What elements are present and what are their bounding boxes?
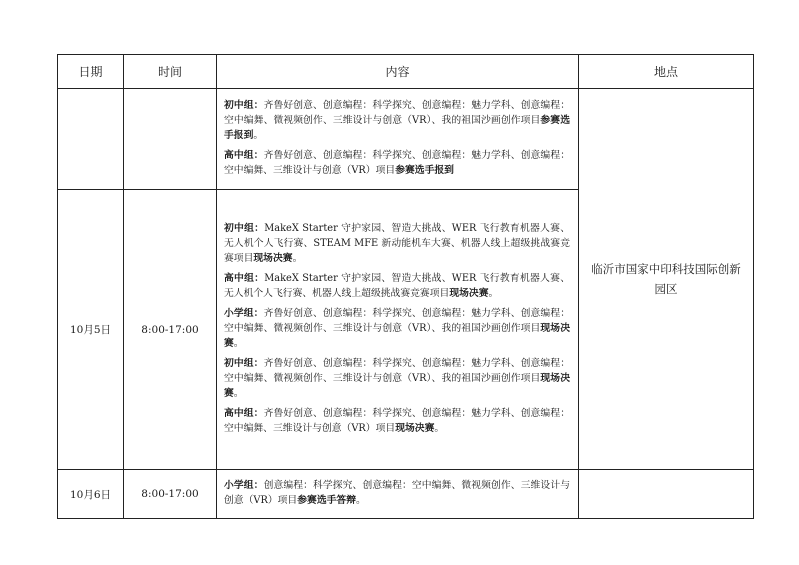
date-cell: 10月5日 [58, 190, 124, 470]
entry-text: 齐鲁好创意、创意编程：科学探究、创意编程：魅力学科、创意编程：空中编舞、微视频创作、三维设计与创意（VR）、我的祖国沙画创作项目 [224, 99, 571, 126]
entry-end: 。 [233, 387, 244, 399]
entry-end: 。 [253, 129, 264, 141]
entry-text: 齐鲁好创意、创意编程：科学探究、创意编程：魅力学科、创意编程：空中编舞、三维设计与创意（VR）项目 [224, 407, 571, 434]
entry-end: 。 [488, 287, 499, 299]
entry-status: 现场决赛 [224, 322, 570, 349]
entry-text: MakeX Starter 守护家园、智造大挑战、WER 飞行教育机器人赛、无人机个人飞行赛、STEAM MFE 新动能机车大赛、机器人线上超级挑战赛竞赛项目 [224, 222, 570, 264]
header-location: 地点 [579, 55, 754, 89]
group-label: 高中组： [224, 407, 264, 419]
time-cell [124, 89, 217, 190]
entry-text: 创意编程：科学探究、创意编程：空中编舞、微视频创作、三维设计与创意（VR）项目 [224, 479, 571, 506]
entry-end: 。 [356, 494, 366, 506]
entry-end: 。 [233, 337, 244, 349]
content-entry [224, 148, 570, 178]
entry-text: 齐鲁好创意、创意编程：科学探究、创意编程：魅力学科、创意编程：空中编舞、微视频创作、三维设计与创意（VR）、我的祖国沙画创作项目 [224, 307, 571, 334]
group-label: 初中组： [224, 357, 264, 369]
content-entry [224, 221, 570, 266]
content-cell [217, 89, 579, 190]
group-label: 初中组： [224, 222, 265, 234]
entry-status: 现场决赛 [224, 372, 570, 399]
date-cell: 10月6日 [58, 470, 124, 519]
entry-text: 齐鲁好创意、创意编程：科学探究、创意编程：魅力学科、创意编程：空中编舞、三维设计与创意（VR）项目 [224, 149, 571, 176]
group-label: 小学组： [224, 307, 264, 319]
entry-status: 现场决赛 [449, 287, 489, 299]
content-entry [224, 478, 570, 508]
entry-text: MakeX Starter 守护家园、智造大挑战、WER 飞行教育机器人赛、无人机个人飞行赛、机器人线上超级挑战赛竞赛项目 [224, 272, 570, 299]
table-row [58, 470, 754, 519]
content-entry [224, 356, 570, 401]
location-cell: 临沂市国家中印科技国际创新园区 [579, 89, 754, 470]
date-cell [58, 89, 124, 190]
group-label: 高中组： [224, 149, 264, 161]
header-time: 时间 [124, 55, 217, 89]
content-entry [224, 406, 570, 436]
content-cell [217, 190, 579, 470]
header-row [58, 55, 754, 89]
entry-end: 。 [434, 422, 445, 434]
entry-end: 。 [292, 252, 303, 264]
group-label: 初中组： [224, 99, 264, 111]
content-entry [224, 306, 570, 351]
schedule-table [57, 54, 754, 519]
table-row [58, 89, 754, 190]
entry-status: 现场决赛 [395, 422, 435, 434]
content-entry [224, 98, 570, 143]
time-cell: 8:00-17:00 [124, 190, 217, 470]
header-date: 日期 [58, 55, 124, 89]
entry-status: 参赛选手报到 [224, 114, 570, 141]
entry-status: 参赛选手答辩 [297, 494, 357, 506]
entry-status: 现场决赛 [253, 252, 293, 264]
group-label: 高中组： [224, 272, 265, 284]
entry-status: 参赛选手报到 [395, 164, 454, 176]
location-cell-empty [579, 470, 754, 519]
header-content: 内容 [217, 55, 579, 89]
content-entry [224, 271, 570, 301]
entry-text: 齐鲁好创意、创意编程：科学探究、创意编程：魅力学科、创意编程：空中编舞、微视频创作、三维设计与创意（VR）、我的祖国沙画创作项目 [224, 357, 571, 384]
group-label: 小学组： [224, 479, 264, 491]
time-cell: 8:00-17:00 [124, 470, 217, 519]
content-cell [217, 470, 579, 519]
